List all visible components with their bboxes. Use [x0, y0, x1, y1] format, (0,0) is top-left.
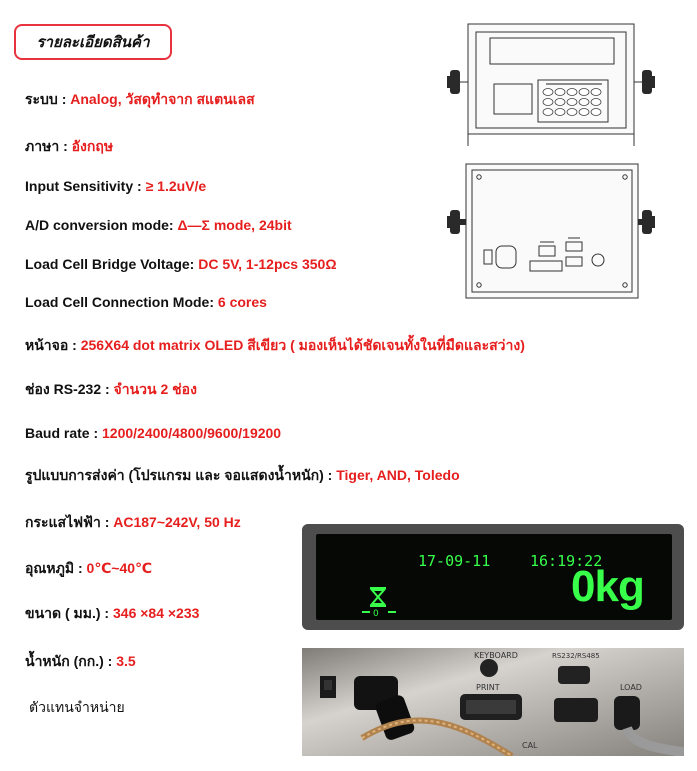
svg-text:0: 0 — [373, 609, 379, 618]
spec-label: Load Cell Bridge Voltage: — [25, 256, 199, 272]
spec-output-format — [25, 465, 460, 487]
spec-bridge-voltage — [25, 256, 337, 272]
spec-weight — [25, 651, 136, 673]
spec-temperature — [25, 558, 152, 580]
keyboard-port-label: KEYBOARD — [474, 651, 518, 660]
cal-label: CAL — [522, 741, 538, 750]
spec-value: 3.5 — [116, 653, 136, 669]
spec-ad-mode — [25, 217, 292, 233]
spec-value: Δ—Σ mode, 24bit — [177, 217, 292, 233]
spec-value: จำนวน 2 ช่อง — [113, 381, 197, 397]
spec-value: Analog, วัสดุทำจาก สแตนเลส — [70, 91, 255, 107]
spec-value: 1200/2400/4800/9600/19200 — [102, 425, 282, 441]
spec-value: อังกฤษ — [71, 138, 114, 154]
spec-display — [25, 335, 525, 357]
spec-label: ช่อง RS-232 : — [25, 381, 114, 397]
indicator-front-drawing — [446, 22, 658, 148]
spec-rs232 — [25, 379, 197, 401]
spec-language — [25, 136, 113, 158]
port-panel-drawing — [302, 648, 684, 756]
spec-system — [25, 89, 255, 111]
spec-label: ภาษา : — [25, 138, 72, 154]
spec-label: กระแสไฟฟ้า : — [25, 514, 114, 530]
spec-value: 346 ×84 ×233 — [113, 605, 200, 621]
rs232-port-label: RS232/RS485 — [552, 652, 600, 660]
spec-label: หน้าจอ : — [25, 337, 81, 353]
spec-value: ≥ 1.2uV/e — [145, 178, 207, 194]
spec-label: รูปแบบการส่งค่า (โปรแกรม และ จอแสดงน้ำหนัก) : — [25, 467, 337, 483]
spec-value: 0℃~40℃ — [86, 560, 152, 576]
spec-value: AC187~242V, 50 Hz — [113, 514, 241, 530]
spec-label: อุณหภูมิ : — [25, 560, 87, 576]
oled-display-photo — [302, 524, 684, 630]
spec-value: 6 cores — [217, 294, 267, 310]
spec-input-sensitivity — [25, 178, 206, 194]
zero-tare-icon — [360, 584, 398, 618]
oled-time: 16:19:22 — [530, 552, 603, 570]
spec-label: น้ำหนัก (กก.) : — [25, 653, 117, 669]
spec-baud-rate — [25, 425, 281, 441]
spec-dimensions — [25, 603, 199, 625]
oled-weight: 0kg — [571, 562, 644, 611]
dealer-label: ตัวแทนจำหน่าย — [29, 699, 125, 715]
indicator-rear-drawing — [446, 162, 658, 304]
oled-date: 17-09-11 — [418, 552, 491, 570]
spec-connection-mode — [25, 294, 267, 310]
spec-value: DC 5V, 1-12pcs 350Ω — [198, 256, 337, 272]
spec-power — [25, 512, 241, 534]
spec-label: A/D conversion mode: — [25, 217, 178, 233]
rear-port-panel-photo — [302, 648, 684, 756]
section-title-box — [14, 24, 172, 60]
spec-label: Load Cell Connection Mode: — [25, 294, 218, 310]
spec-value: Tiger, AND, Toledo — [336, 467, 460, 483]
section-title: รายละเอียดสินค้า — [36, 34, 150, 51]
load-port-label: LOAD — [620, 683, 642, 692]
spec-label: Input Sensitivity : — [25, 178, 146, 194]
oled-screen — [316, 534, 672, 620]
spec-label: ขนาด ( มม.) : — [25, 605, 113, 621]
spec-value: 256X64 dot matrix OLED สีเขียว ( มองเห็นได้ชัดเจนทั้งในที่มืดและสว่าง) — [80, 337, 525, 353]
spec-label: ระบบ : — [25, 91, 71, 107]
spec-label: Baud rate : — [25, 425, 103, 441]
print-port-label: PRINT — [476, 683, 500, 692]
